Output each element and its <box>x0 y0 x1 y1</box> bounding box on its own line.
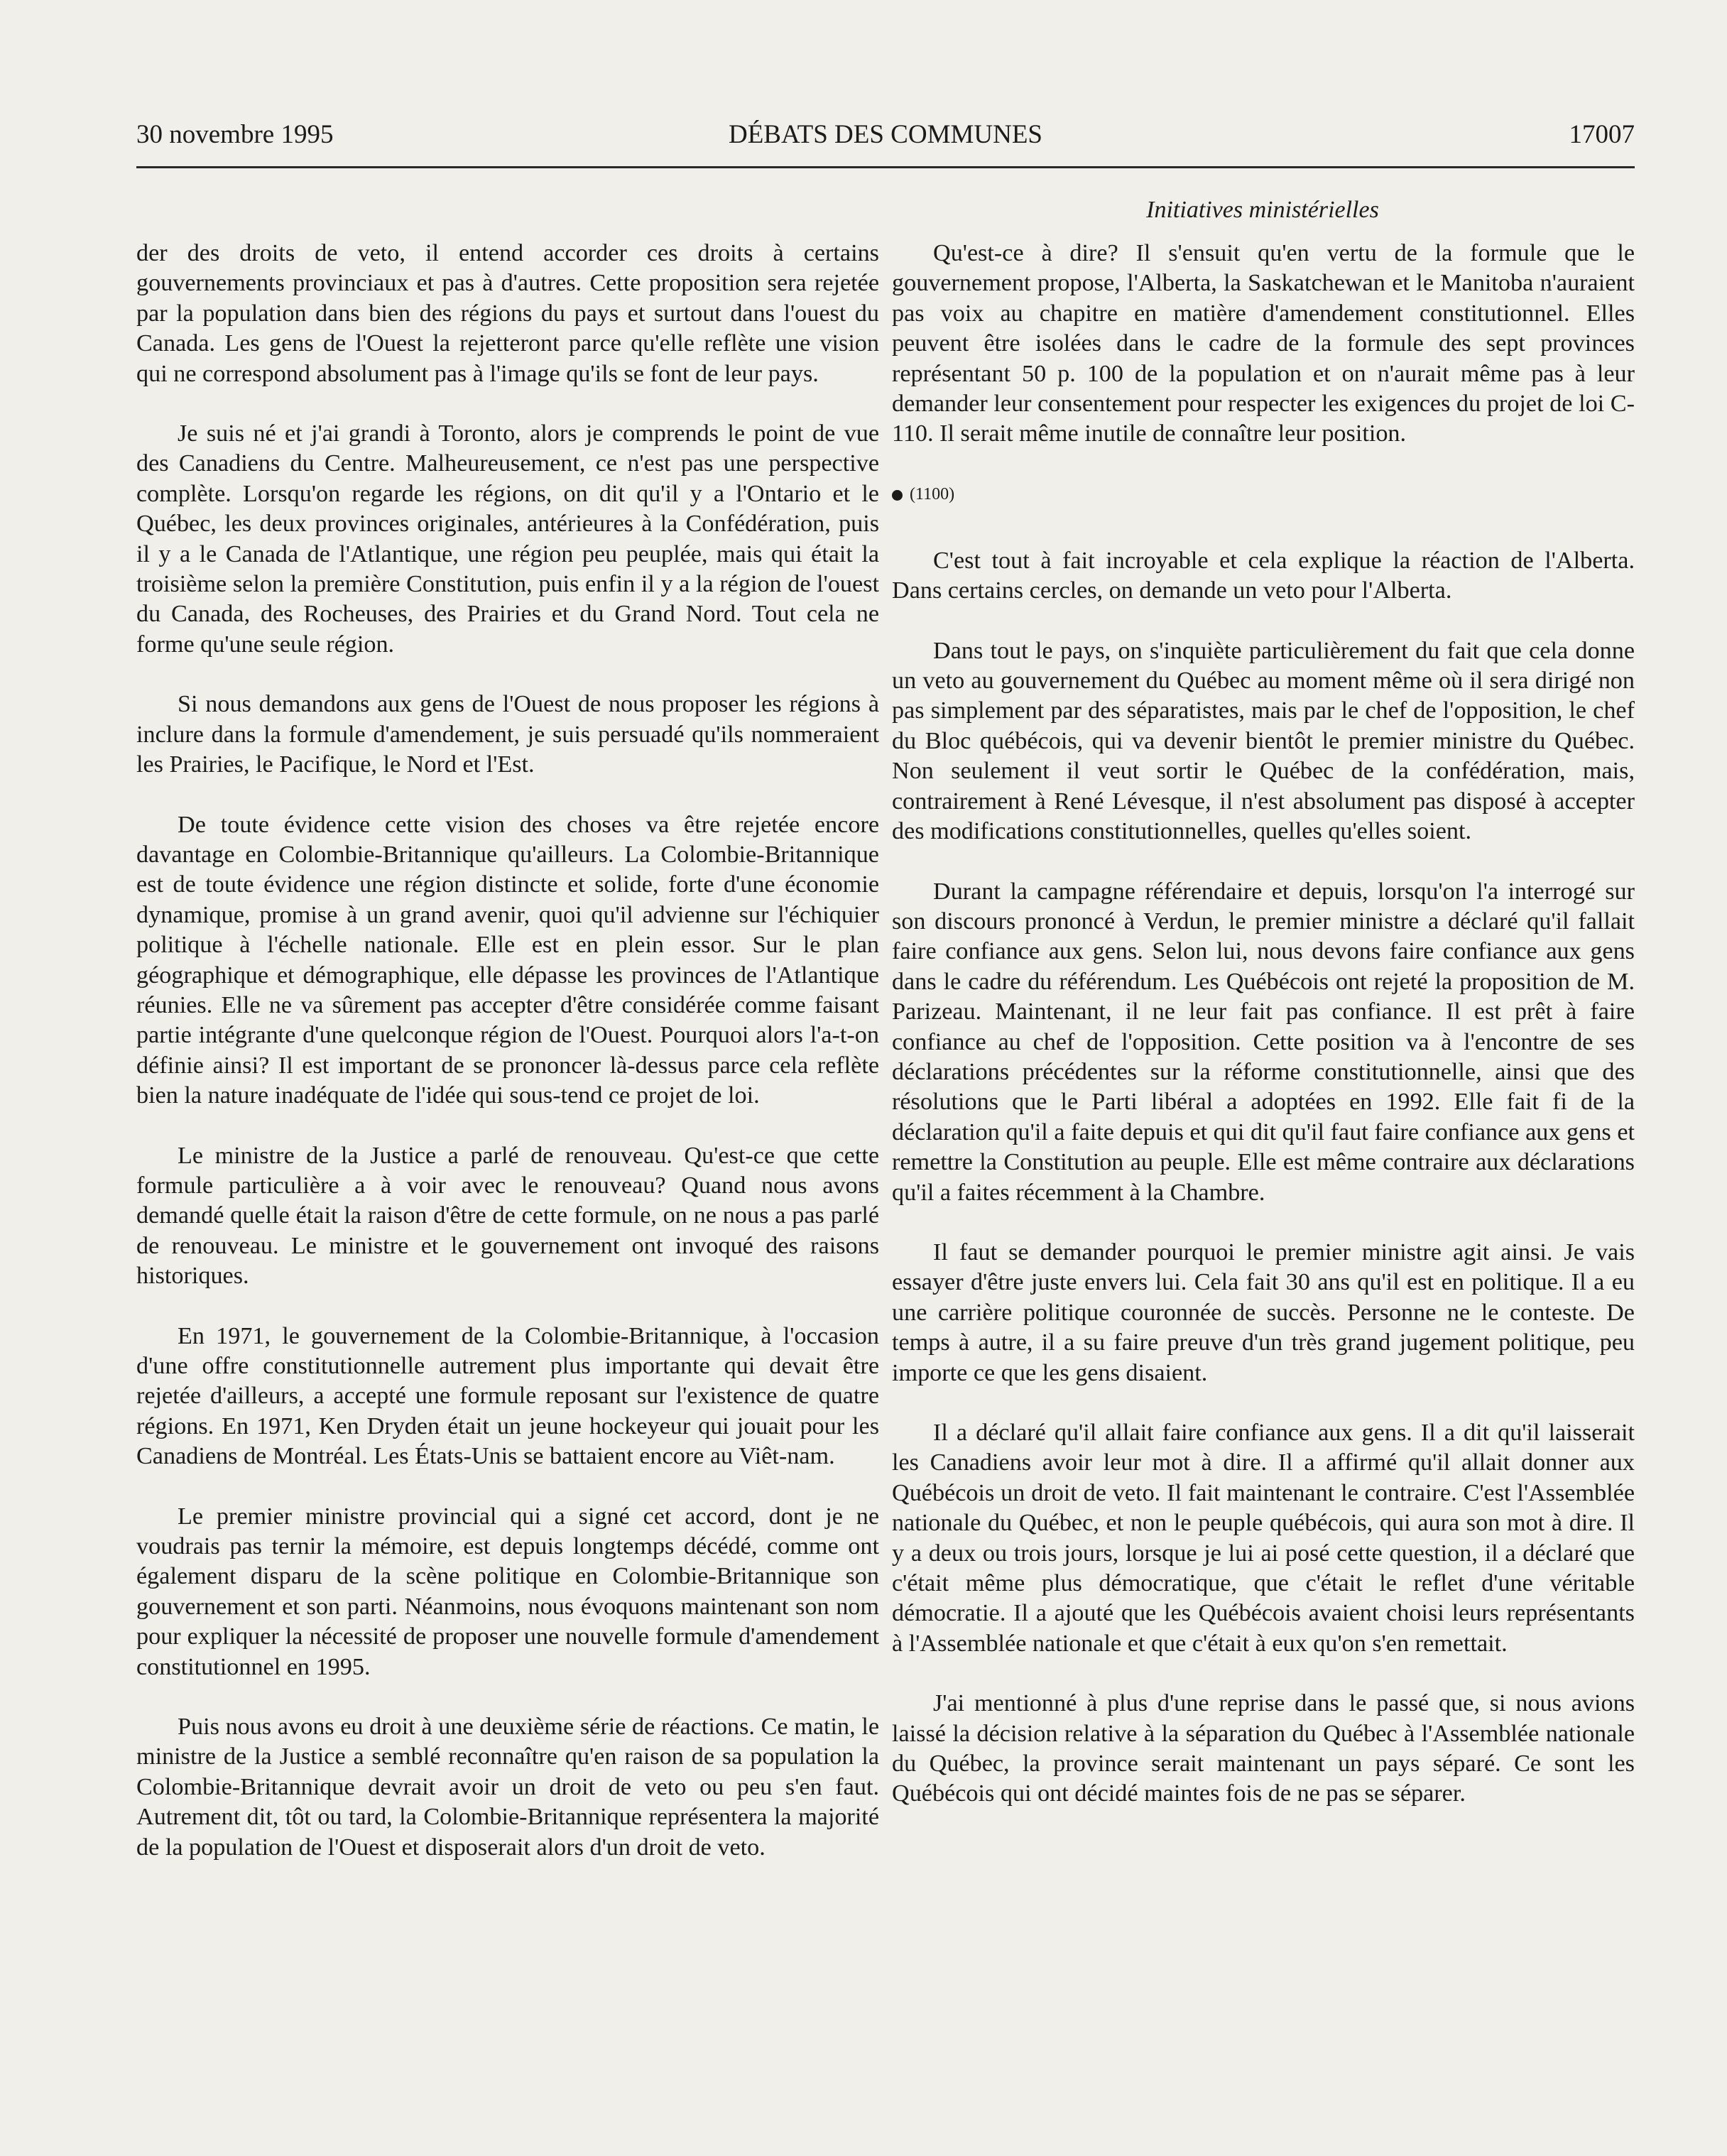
left-column <box>136 239 879 1893</box>
paragraph: Il faut se demander pourquoi le premier ministre agit ainsi. Je vais essayer d'être juste envers lui. Cela fait 30 ans qu'il est en politique. Il a eu une carrière politique couronnée de succès. Personne ne le conteste. De temps à autre, il a su faire preuve d'un très grand jugement politique, peu importe ce que les gens disaient. <box>892 1238 1635 1386</box>
header-title: DÉBATS DES COMMUNES <box>728 120 1042 149</box>
header-page-number: 17007 <box>1569 120 1635 149</box>
paragraph: der des droits de veto, il entend accorder ces droits à certains gouvernements provinciaux et pas à d'autres. Cette proposition sera rejetée par la population dans bien des régions du pays et surtout dans l'ouest du Canada. Les gens de l'Ouest la rejetteront parce qu'elle reflète une vision qui ne correspond absolument pas à l'image qu'ils se font de leur pays. <box>136 240 879 387</box>
section-heading: Initiatives ministérielles <box>1146 197 1379 223</box>
time-marker-label: (1100) <box>910 484 955 503</box>
paragraph: De toute évidence cette vision des choses va être rejetée encore davantage en Colombie-Britannique qu'ailleurs. La Colombie-Britannique est de toute évidence une région distincte et solide, forte d'une économie dynamique, promise à un grand avenir, quoi qu'il advienne sur l'échiquier politique à l'échelle nationale. Elle est en plein essor. Sur le plan géographique et démographique, elle dépasse les provinces de l'Atlantique réunies. Elle ne va sûrement pas accepter d'être considérée comme faisant partie intégrante d'une quelconque région de l'Ouest. Pourquoi alors l'a-t-on définie ainsi? Il est important de se prononcer là-dessus parce cela reflète bien la nature inadéquate de l'idée qui sous-tend ce projet de loi. <box>136 811 879 1109</box>
header-date: 30 novembre 1995 <box>136 120 334 149</box>
paragraph: Le ministre de la Justice a parlé de renouveau. Qu'est-ce que cette formule particulière a à voir avec le renouveau? Quand nous avons demandé quelle était la raison d'être de cette formule, on ne nous a pas parlé de renouveau. Le ministre et le gouvernement ont invoqué des raisons historiques. <box>136 1142 879 1290</box>
time-marker <box>892 479 1635 509</box>
header-rule <box>136 166 1635 168</box>
paragraph: Il a déclaré qu'il allait faire confiance aux gens. Il a dit qu'il laisserait les Canadiens avoir leur mot à dire. Il a affirmé qu'il allait donner aux Québécois un droit de veto. Il fait maintenant le contraire. C'est l'Assemblée nationale du Québec, et non le peuple québécois, qui aura son mot à dire. Il y a deux ou trois jours, lorsque je lui ai posé cette question, il a déclaré que c'était même plus démocratique, que c'était le reflet d'une véritable démocratie. Il a ajouté que les Québécois avaient choisi leurs représentants à l'Assemblée nationale et que c'était à eux qu'on s'en remettait. <box>892 1420 1635 1657</box>
bullet-icon <box>892 490 903 501</box>
paragraph: J'ai mentionné à plus d'une reprise dans le passé que, si nous avions laissé la décision relative à la séparation du Québec à l'Assemblée nationale du Québec, la province serait maintenant un pays séparé. Ce sont les Québécois qui ont décidé maintes fois de ne pas se séparer. <box>892 1690 1635 1807</box>
paragraph: Qu'est-ce à dire? Il s'ensuit qu'en vertu de la formule que le gouvernement propose, l'Alberta, la Saskatchewan et le Manitoba n'auraient pas voix au chapitre en matière d'amendement constitutionnel. Elles peuvent être isolées dans le cadre de la formule des sept provinces représentant 50 p. 100 de la population et on n'aurait même pas à leur demander leur consentement pour respecter les exigences du projet de loi C-110. Il serait même inutile de connaître leur position. <box>892 240 1635 447</box>
paragraph: Puis nous avons eu droit à une deuxième série de réactions. Ce matin, le ministre de la Justice a semblé reconnaître qu'en raison de sa population la Colombie-Britannique devrait avoir un droit de veto ou peu s'en faut. Autrement dit, tôt ou tard, la Colombie-Britannique représentera la majorité de la population de l'Ouest et disposerait alors d'un droit de veto. <box>136 1714 879 1861</box>
right-column <box>892 239 1635 1839</box>
paragraph: Dans tout le pays, on s'inquiète particulièrement du fait que cela donne un veto au gouvernement du Québec au moment même où il sera dirigé non pas simplement par des séparatistes, mais par le chef de l'opposition, le chef du Bloc québécois, qui va devenir bientôt le premier ministre du Québec. Non seulement il veut sortir le Québec de la confédération, mais, contrairement à René Lévesque, il n'est absolument pas disposé à accepter des modifications constitutionnelles, quelles qu'elles soient. <box>892 637 1635 845</box>
paragraph: Je suis né et j'ai grandi à Toronto, alors je comprends le point de vue des Canadiens du Centre. Malheureusement, ce n'est pas une perspective complète. Lorsqu'on regarde les régions, on dit qu'il y a l'Ontario et le Québec, les deux provinces originales, antérieures à la Confédération, puis il y a le Canada de l'Atlantique, une région peu peuplée, mais qui était la troisième selon la première Constitution, puis enfin il y a la région de l'ouest du Canada, des Rocheuses, des Prairies et du Grand Nord. Tout cela ne forme qu'une seule région. <box>136 420 879 658</box>
page-header <box>136 115 1635 160</box>
paragraph: Durant la campagne référendaire et depuis, lorsqu'on l'a interrogé sur son discours prononcé à Verdun, le premier ministre a déclaré qu'il fallait faire confiance aux gens. Selon lui, nous devons faire confiance aux gens dans le cadre du référendum. Les Québécois ont rejeté la proposition de M. Parizeau. Maintenant, il ne leur fait pas confiance. Il est prêt à faire confiance au chef de l'opposition. Cette position va à l'encontre de ses déclarations précédentes sur la réforme constitutionnelle, ainsi que des résolutions que le Parti libéral a adoptées en 1992. Elle fait fi de la déclaration qu'il a faite depuis et qui dit qu'il faut faire confiance aux gens et remettre la Constitution au peuple. Elle est même contraire aux déclarations qu'il a faites récemment à la Chambre. <box>892 878 1635 1206</box>
paragraph: En 1971, le gouvernement de la Colombie-Britannique, à l'occasion d'une offre constitutionnelle autrement plus importante qui devait être rejetée d'ailleurs, a accepté une formule reposant sur l'existence de quatre régions. En 1971, Ken Dryden était un jeune hockeyeur qui jouait pour les Canadiens de Montréal. Les États-Unis se battaient encore au Viêt-nam. <box>136 1322 879 1470</box>
paragraph: Si nous demandons aux gens de l'Ouest de nous proposer les régions à inclure dans la formule d'amendement, je suis persuadé qu'ils nommeraient les Prairies, le Pacifique, le Nord et l'Est. <box>136 691 879 778</box>
paragraph: Le premier ministre provincial qui a signé cet accord, dont je ne voudrais pas ternir la mémoire, est depuis longtemps décédé, comme ont également disparu de la scène politique en Colombie-Britannique son gouvernement et son parti. Néanmoins, nous évoquons maintenant son nom pour expliquer la nécessité de proposer une nouvelle formule d'amendement constitutionnel en 1995. <box>136 1503 879 1680</box>
paragraph: C'est tout à fait incroyable et cela explique la réaction de l'Alberta. Dans certains cercles, on demande un veto pour l'Alberta. <box>892 547 1635 604</box>
